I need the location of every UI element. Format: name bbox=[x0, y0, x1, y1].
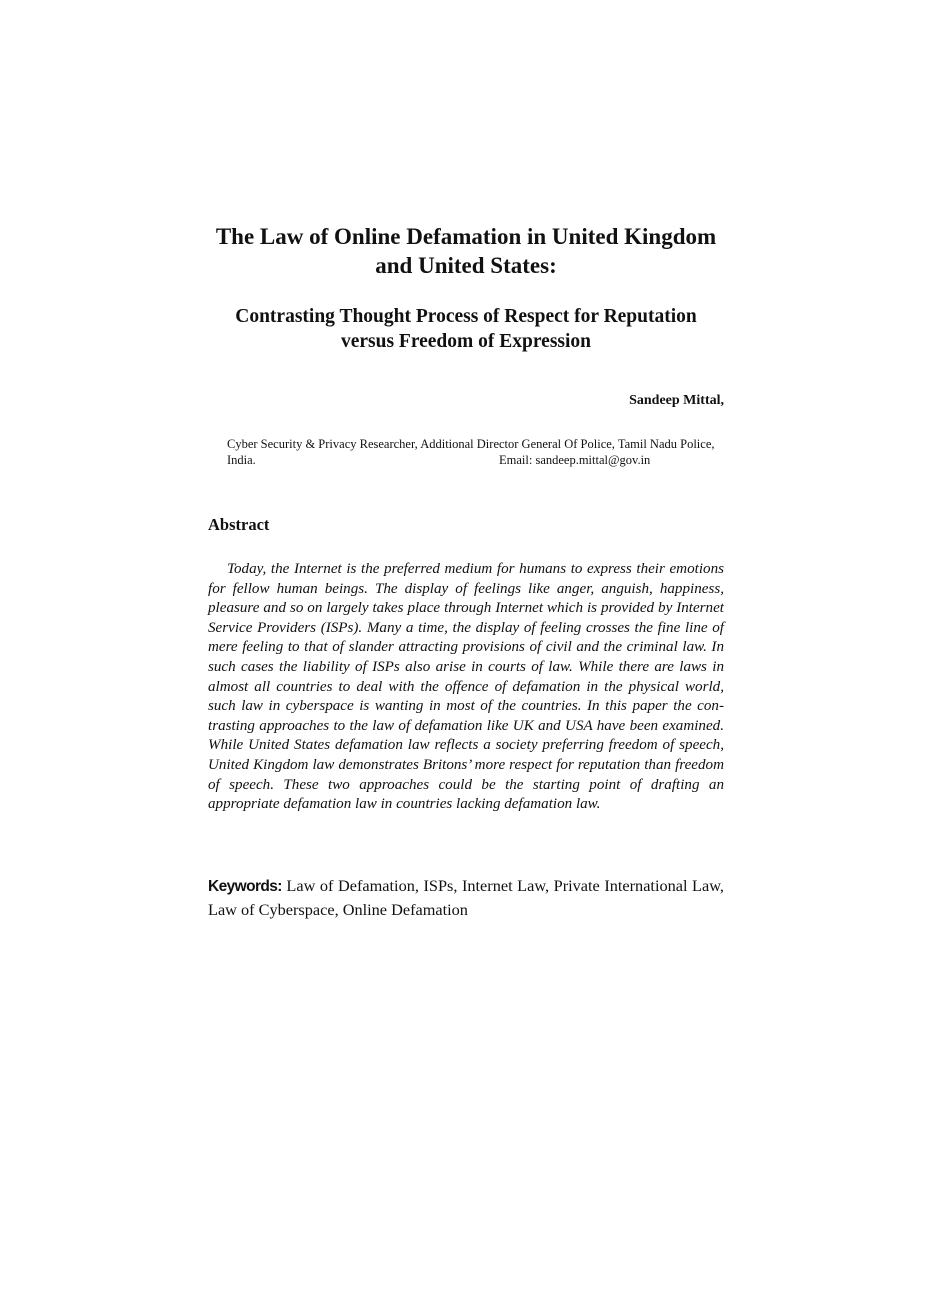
abstract-heading: Abstract bbox=[208, 515, 270, 534]
keywords bbox=[208, 874, 724, 921]
author-email: Email: sandeep.mittal@gov.in bbox=[499, 453, 651, 467]
keywords-label: Keywords: bbox=[208, 878, 282, 895]
author-name: Sandeep Mittal, bbox=[629, 393, 724, 408]
keywords-text: Law of Defamation, ISPs, Internet Law, Private International Law, Law of Cyberspace, Online Defamation bbox=[208, 876, 724, 919]
paper-title: The Law of Online Defamation in United Kingdom and United States: bbox=[215, 224, 717, 278]
author-affiliation: Cyber Security & Privacy Researcher, Additional Director General Of Police, Tamil Nadu Police, India. bbox=[227, 437, 715, 467]
paper-subtitle: Contrasting Thought Process of Respect for Reputation versus Freedom of Expression bbox=[235, 306, 697, 352]
author-affiliation-block bbox=[227, 436, 727, 468]
abstract-text: Today, the Internet is the preferred medium for humans to express their emotions for fellow human beings. The display of feelings like anger, anguish, happiness, pleasure and so on largely takes place through Internet which is provided by Internet Service Providers (ISPs). Many a time, the display of feeling crosses the fine line of mere feeling to that of slander attracting provisions of civil and the criminal law. In such cases the liability of ISPs also arise in courts of law. While there are laws in almost all countries to deal with the offence of defamation in the physical world, such law in cyberspace is wanting in most of the countries. In this paper the contrasting approaches to the law of defamation like UK and USA have been examined. While United States defamation law reflects a society preferring freedom of speech, United Kingdom law demonstrates Britons’ more respect for reputation than freedom of speech. These two approaches could be the starting point of drafting an appropriate defamation law in countries lacking defamation law. bbox=[208, 561, 724, 813]
